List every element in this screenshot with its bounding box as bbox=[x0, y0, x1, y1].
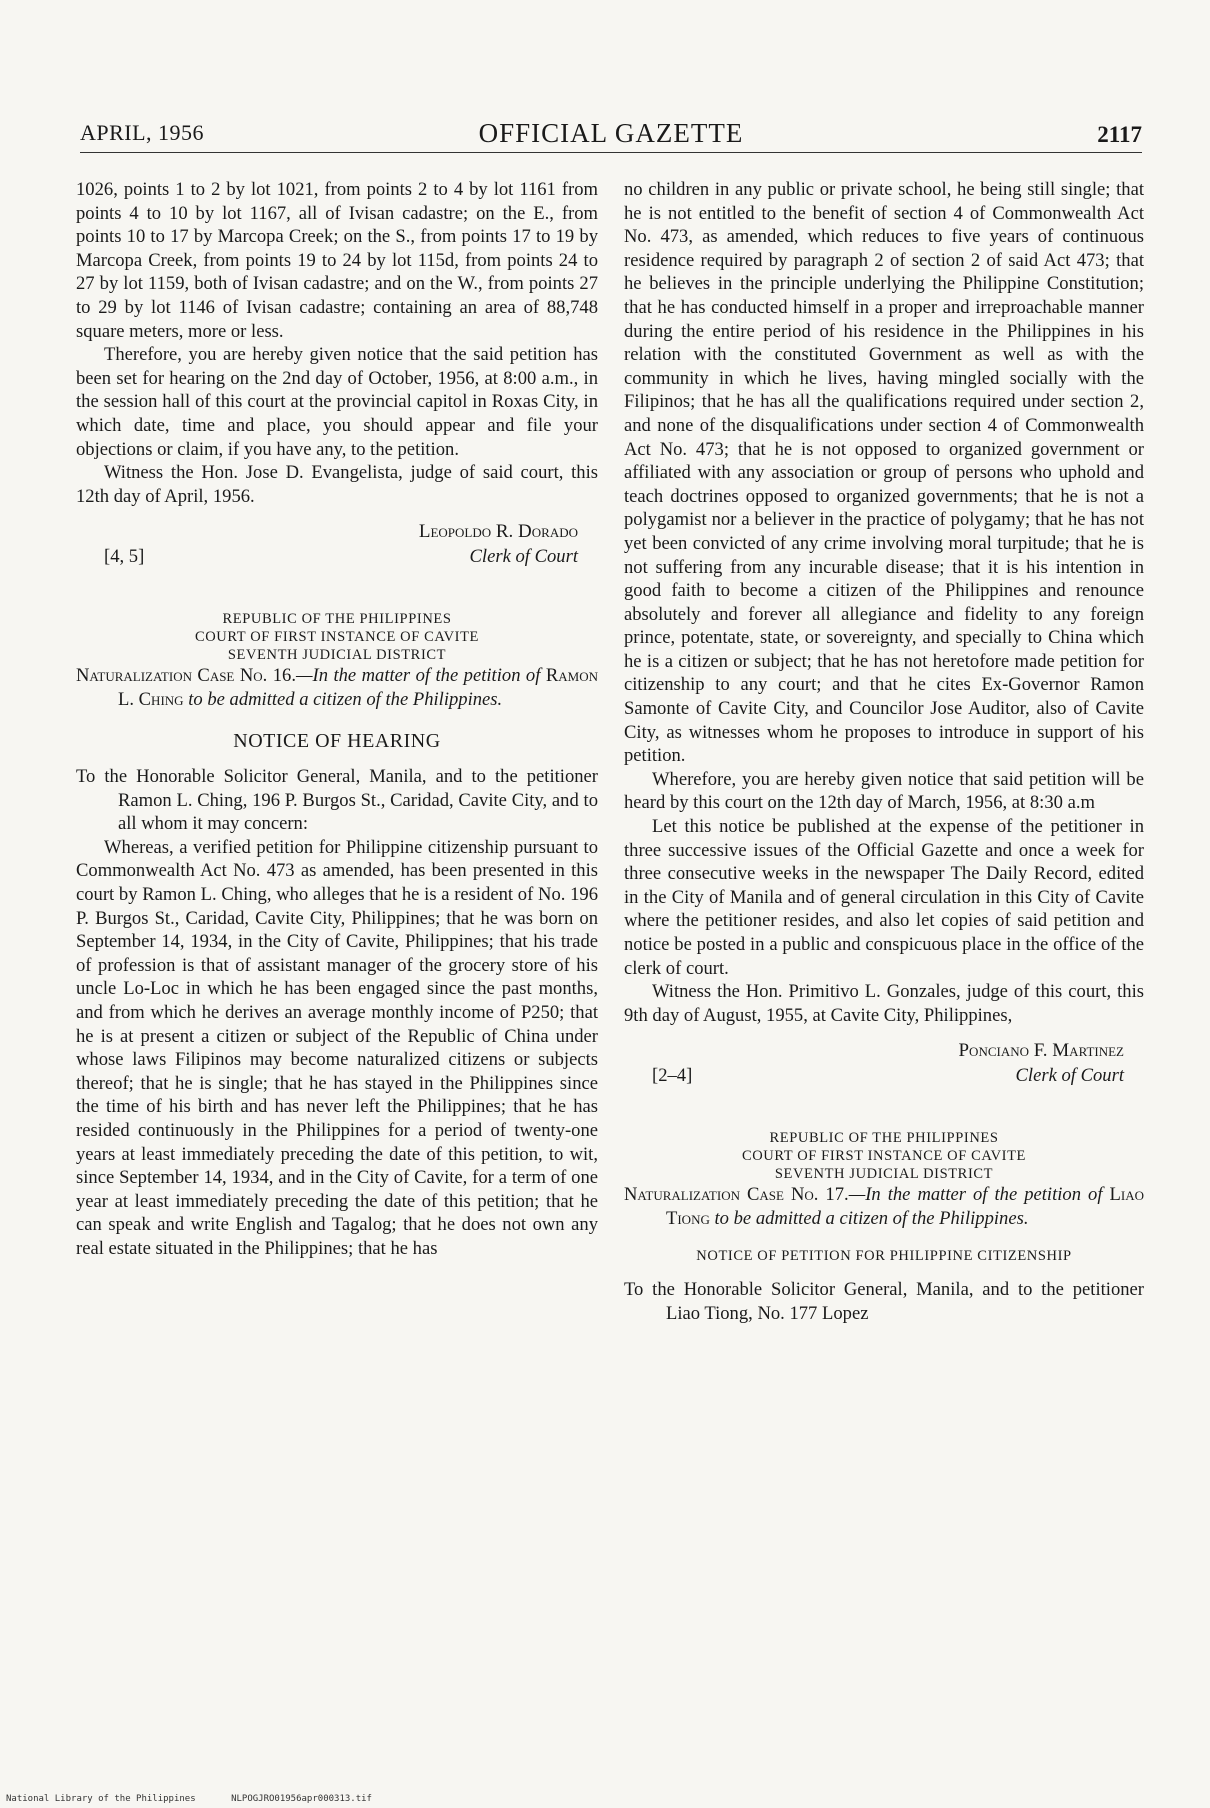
running-head bbox=[80, 118, 1142, 153]
court-heading-line: SEVENTH JUDICIAL DISTRICT bbox=[774, 1166, 994, 1183]
addressee-paragraph: To the Honorable Solicitor General, Manila, and to the petitioner Ramon L. Ching, 196 P. Burgos St., Caridad, Cavite City, and to all whom it may concern: bbox=[76, 766, 598, 835]
therefore-paragraph: Therefore, you are hereby given notice that the said petition has been set for hearing on the 2nd day of October, 1956, at 8:00 a.m., in the session hall of this court at the provincial capitol in Roxas City, in which date, time and place, you should appear and file your objections or claim, if you have any, to the petition. bbox=[76, 344, 598, 460]
whereas-paragraph: Whereas, a verified petition for Philippine citizenship pursuant to Commonwealth Act No. 473 as amended, has been presented in this court by Ramon L. Ching, who alleges that he is a resident of No. 196 P. Burgos St., Caridad, Cavite City, Philippines; that he was born on September 14, 1934, in the City of Cavite, Philippines; that his trade of profession is that of assistant manager of the grocery store of his uncle Lo-Loc in which he has been engaged since the past months, and from which he derives an average monthly income of P250; that he is at present a citizen or subject of the Republic of China under whose laws Filipinos may become naturalized citizens or subjects thereof; that he is single; that he has stayed in the Philippines since the time of his birth and has never left the Philippines; that he has resided continuously in the Philippines for a period of twenty-one years at least immediately preceding the date of this petition, to wit, since September 14, 1934, and in the City of Cavite, for a term of one year at least immediately preceding the date of this petition; that he can speak and write English and Tagalog; that he does not own any real estate situated in the Philippines; that he has bbox=[76, 836, 598, 1259]
library-credit: National Library of the Philippines bbox=[6, 1794, 196, 1804]
scan-footer bbox=[6, 1794, 402, 1804]
continuation-paragraph: 1026, points 1 to 2 by lot 1021, from points 2 to 4 by lot 1161 from points 4 to 10 by lot 1167, all of Ivisan cadastre; on the E., from points 10 to 17 by Marcopa Creek; on the S., from points 17 to 19 by Marcopa Creek, from points 19 to 24 by lot 115d, from points 24 to 27 by lot 1159, both of Ivisan cadastre; and on the W., from points 27 to 29 by lot 1146 of Ivisan cadastre; containing an area of 88,748 square meters, more or less. bbox=[76, 179, 598, 342]
court-heading bbox=[76, 610, 598, 664]
addressee-paragraph: To the Honorable Solicitor General, Manila, and to the petitioner Liao Tiong, No. 177 Lopez bbox=[624, 1279, 1144, 1324]
case-text: to be admitted a citizen of the Philippines. bbox=[183, 688, 503, 710]
court-heading-line: REPUBLIC OF THE PHILIPPINES bbox=[222, 611, 452, 628]
court-heading-line: SEVENTH JUDICIAL DISTRICT bbox=[227, 647, 447, 664]
clerk-title: Clerk of Court bbox=[469, 546, 578, 568]
case-text: —In the matter of the petition of bbox=[848, 1184, 1110, 1206]
petitioner-name: Ramon L. Ching bbox=[118, 665, 598, 710]
right-column bbox=[624, 178, 1144, 1325]
publish-paragraph: Let this notice be published at the expense of the petitioner in three successive issues of the Official Gazette and once a week for three consecutive weeks in the newspaper The Daily Record, edited in the City of Manila and of general circulation in this City of Cavite where the petitioner resides, and also let copies of said petition and notice be posted in a public and conspicuous place in the office of the clerk of court. bbox=[624, 816, 1144, 979]
notice-title: NOTICE OF HEARING bbox=[233, 729, 441, 752]
signature-block bbox=[624, 1039, 1144, 1089]
file-name: NLPOGJRO01956apr000313.tif bbox=[231, 1794, 372, 1804]
continuation-paragraph: no children in any public or private school, he being still single; that he is not entitled to the benefit of section 4 of Commonwealth Act No. 473, as amended, which reduces to five years of continuous residence required by paragraph 2 of section 2 of said Act 473; that he believes in the principle underlying the Philippine Constitution; that he has conducted himself in a proper and irreproachable manner during the entire period of his residence in the Philippines in his relation with the constituted Government as well as with the community in which he lives, having mingled socially with the Filipinos; that he has all the qualifications required under section 2, and none of the disqualifications under section 4 of Commonwealth Act No. 473; that he is not opposed to organized government or affiliated with any association or group of persons who uphold and teach doctrines opposed to organized governments; that he is not a polygamist nor a believer in the practice of polygamy; that he has not yet been convicted of any crime involving moral turpitude; that he is not suffering from any incurable disease; that it is his intention in good faith to become a citizen of the Philippines and renounce absolutely and forever all allegiance and fidelity to any foreign prince, potentate, state, or sovereignty, and specially to China which he is a citizen or subject; that he has not heretofore made petition for citizenship to any court; and that he cites Ex-Governor Ramon Samonte of Cavite City, and Councilor Jose Auditor, also of Cavite City, as witnesses whom he proposes to introduce in support of his petition. bbox=[624, 179, 1144, 767]
court-heading-line: REPUBLIC OF THE PHILIPPINES bbox=[769, 1130, 999, 1147]
case-number: Naturalization Case No. 17. bbox=[624, 1184, 849, 1206]
header-title: OFFICIAL GAZETTE bbox=[478, 118, 744, 148]
case-text: —In the matter of the petition of bbox=[295, 665, 546, 687]
issue-ref: [2–4] bbox=[652, 1065, 693, 1087]
case-caption bbox=[76, 664, 598, 711]
court-heading-line: COURT OF FIRST INSTANCE OF CAVITE bbox=[741, 1148, 1027, 1165]
court-heading bbox=[624, 1129, 1144, 1183]
witness-paragraph: Witness the Hon. Primitivo L. Gonzales, judge of this court, this 9th day of August, 1955, at Cavite City, Philippines, bbox=[624, 981, 1144, 1026]
issue-ref: [4, 5] bbox=[104, 546, 145, 568]
clerk-title: Clerk of Court bbox=[1015, 1065, 1124, 1087]
clerk-name: Ponciano F. Martinez bbox=[958, 1040, 1124, 1062]
left-column bbox=[76, 178, 598, 1261]
case-number: Naturalization Case No. 16. bbox=[76, 665, 296, 687]
page-number: 2117 bbox=[1097, 122, 1142, 147]
clerk-name: Leopoldo R. Dorado bbox=[418, 521, 578, 543]
case-caption bbox=[624, 1183, 1144, 1230]
header-date: APRIL, 1956 bbox=[80, 120, 205, 145]
petitioner-name: Liao Tiong bbox=[666, 1184, 1144, 1229]
wherefore-paragraph: Wherefore, you are hereby given notice that said petition will be heard by this court on the 12th day of March, 1956, at 8:30 a.m bbox=[624, 768, 1144, 814]
witness-paragraph: Witness the Hon. Jose D. Evangelista, judge of said court, this 12th day of April, 1956. bbox=[76, 462, 598, 507]
case-text: to be admitted a citizen of the Philippines. bbox=[709, 1207, 1029, 1229]
notice-title: NOTICE OF PETITION FOR PHILIPPINE CITIZENSHIP bbox=[696, 1247, 1072, 1264]
signature-block bbox=[76, 520, 598, 570]
court-heading-line: COURT OF FIRST INSTANCE OF CAVITE bbox=[194, 629, 480, 646]
